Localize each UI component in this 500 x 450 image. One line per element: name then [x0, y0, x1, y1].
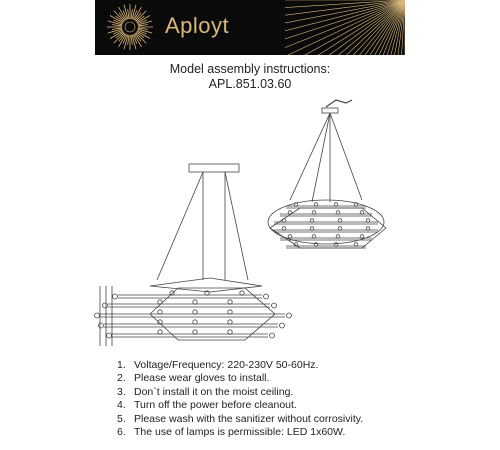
instruction-item: 1. Voltage/Frequency: 220-230V 50-60Hz.	[117, 359, 319, 371]
chandelier-perspective-drawing	[268, 100, 386, 248]
instruction-item: 3. Don`t install it on the moist ceiling.	[117, 385, 294, 398]
instruction-item: 6. The use of lamps is permissible: LED 1x60W.	[117, 426, 346, 439]
brand-name: Aployt	[165, 13, 230, 38]
brand-banner	[95, 0, 405, 55]
chandelier-drawings	[0, 90, 500, 355]
chandelier-side-view-drawing	[95, 164, 292, 346]
instructions-list	[117, 359, 363, 439]
instruction-item: 4. Turn off the power before cleanout.	[117, 399, 297, 412]
sunburst-logo-icon	[105, 2, 155, 52]
gold-rays-decoration	[285, 0, 405, 55]
instruction-item: 5. Please wash with the sanitizer without corrosivity.	[117, 412, 364, 425]
instruction-item: 2. Please wear gloves to install.	[117, 372, 270, 385]
instructions-title: Model assembly instructions:	[169, 62, 331, 76]
model-number: APL.851.03.60	[208, 77, 292, 91]
